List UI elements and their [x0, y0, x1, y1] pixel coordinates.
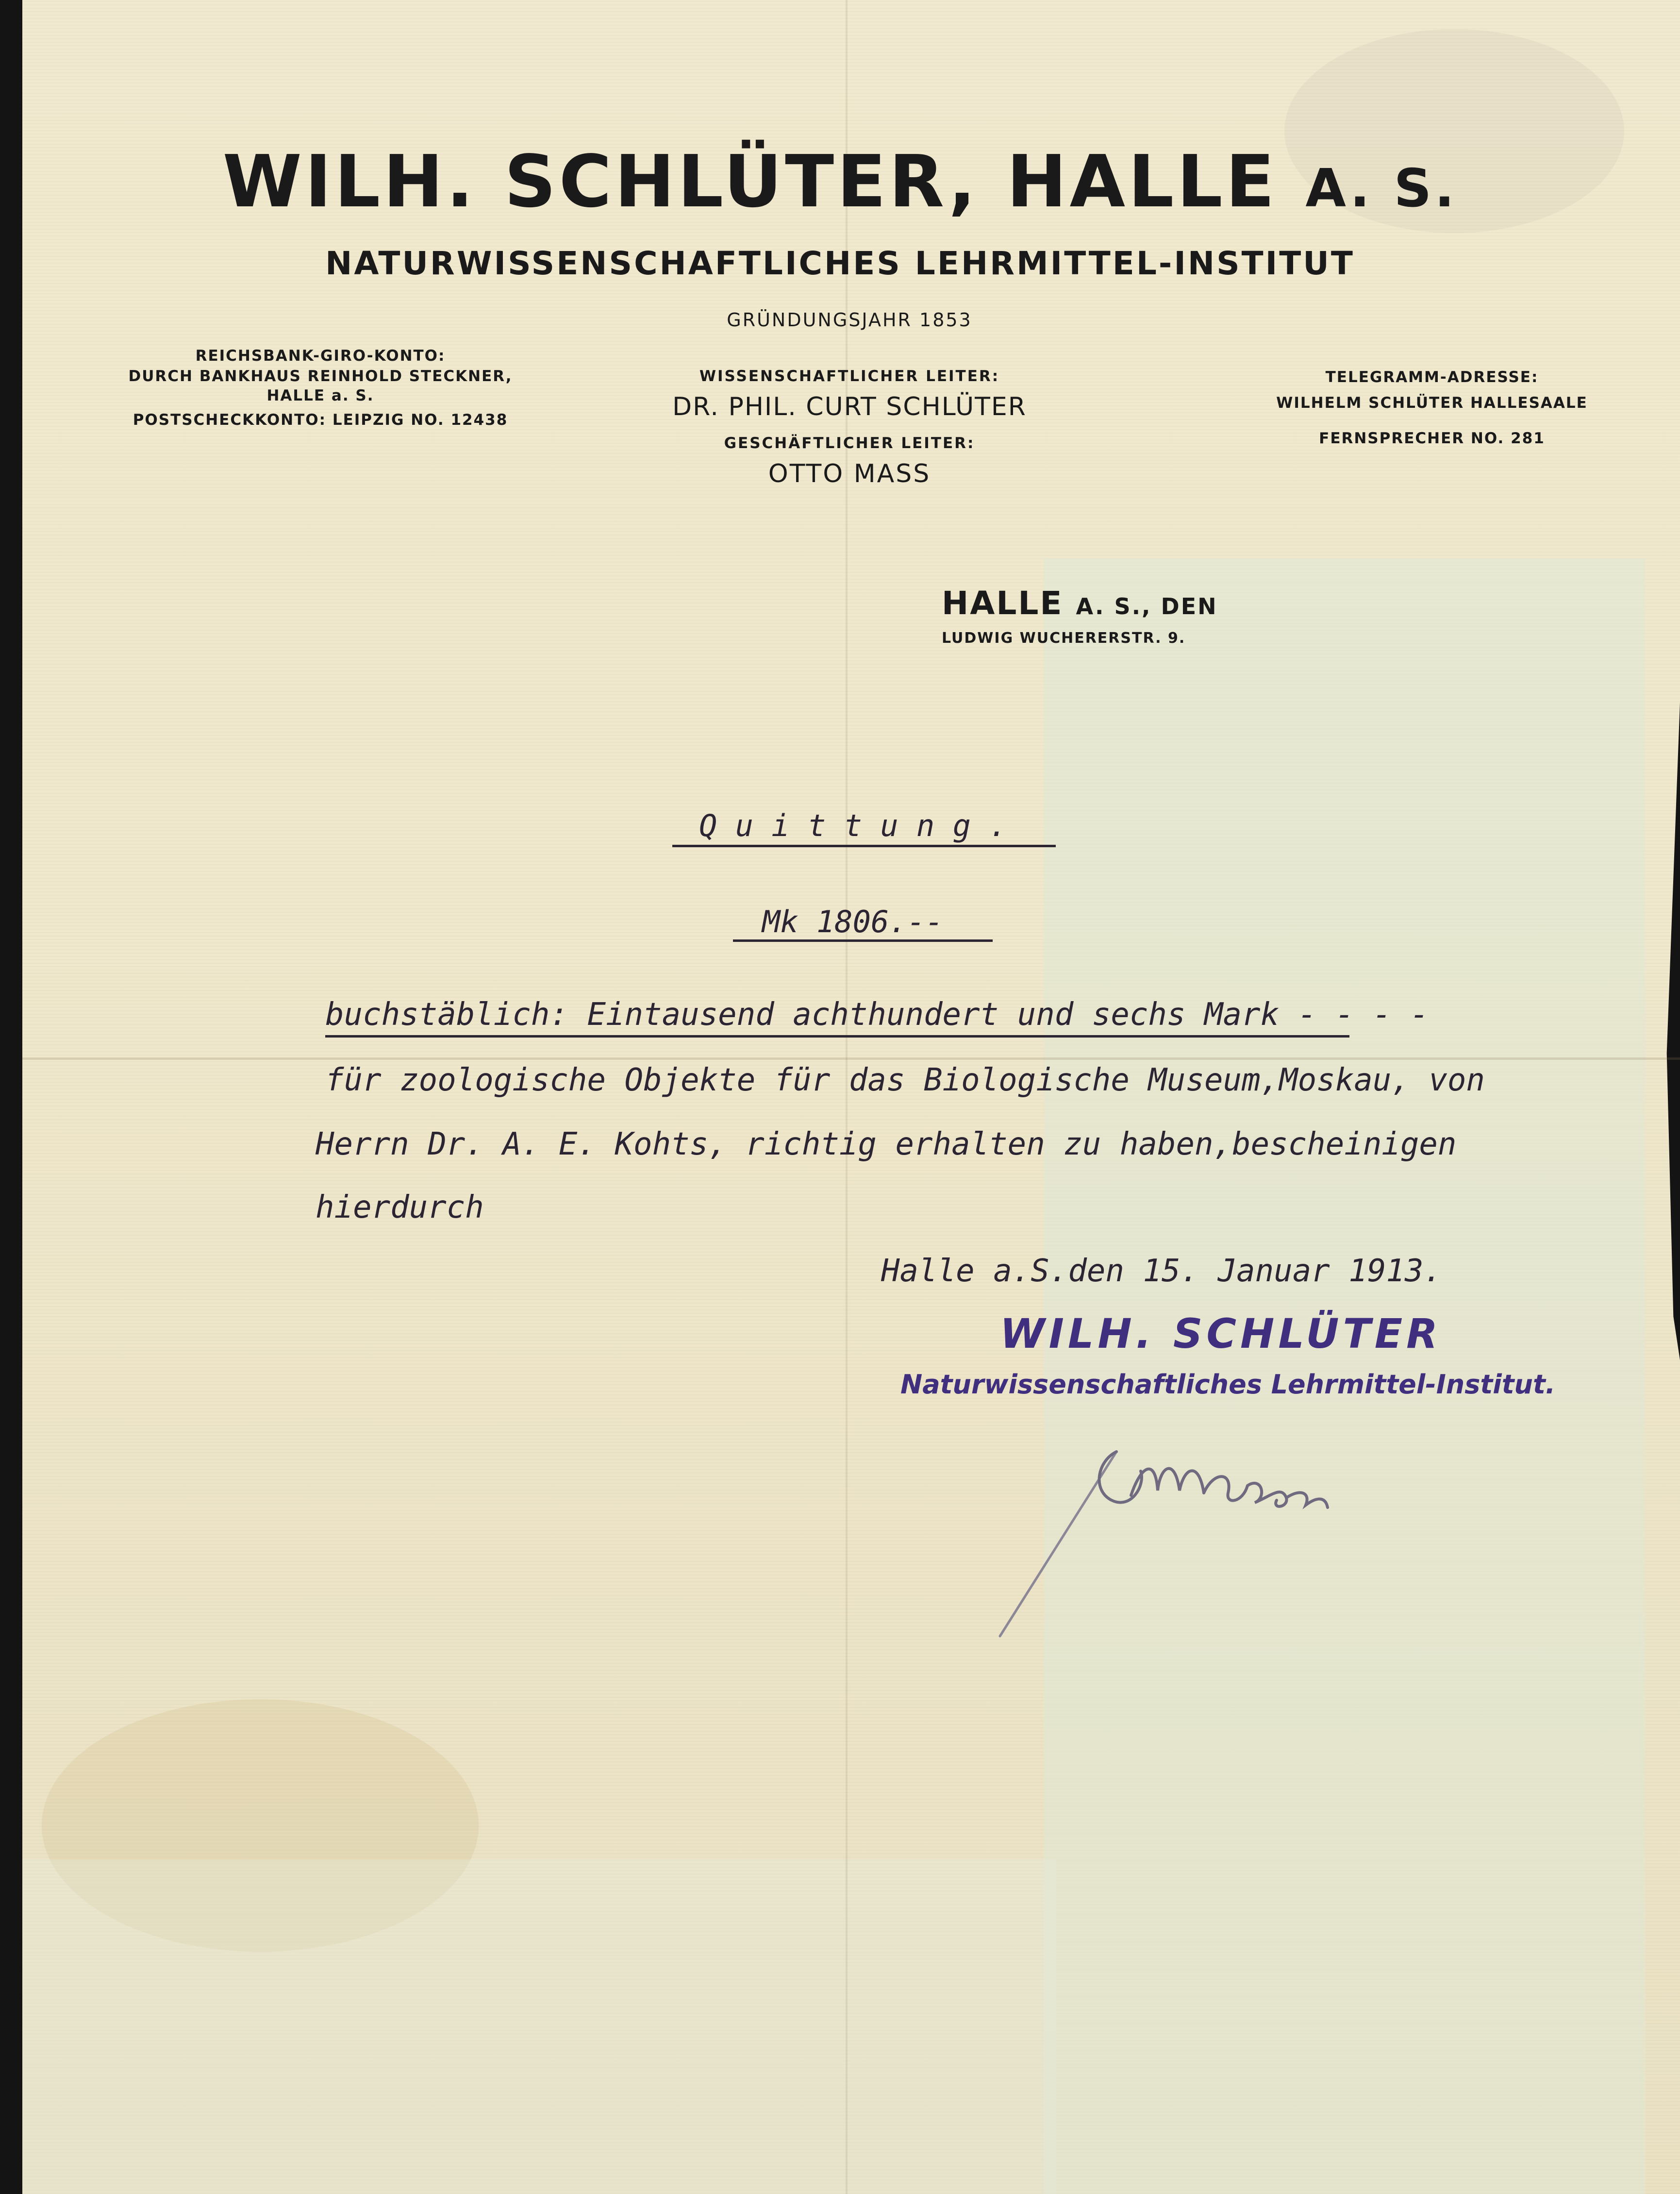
bank-line-2: DURCH BANKHAUS REINHOLD STECKNER, — [128, 368, 513, 385]
stamp-institute-name: Naturwissenschaftliches Lehrmittel-Institut. — [900, 1369, 1556, 1400]
street-address: LUDWIG WUCHERERSTR. 9. — [942, 630, 1186, 647]
letterhead-title-suffix: A. S. — [1305, 158, 1458, 219]
founded-year: GRÜNDUNGSJAHR 1853 — [727, 309, 972, 331]
place-suffix: A. S., DEN — [1076, 593, 1218, 620]
business-director-label: GESCHÄFTLICHER LEITER: — [724, 435, 975, 452]
body-line-3: Herrn Dr. A. E. Kohts, richtig erhalten zu haben,bescheinigen — [316, 1126, 1457, 1162]
receipt-date: Halle a.S.den 15. Januar 1913. — [881, 1253, 1442, 1289]
bank-line-4: POSTSCHECKKONTO: LEIPZIG NO. 12438 — [133, 411, 508, 429]
receipt-amount: Mk 1806.-- — [762, 904, 944, 939]
scientific-director-name: DR. PHIL. CURT SCHLÜTER — [672, 392, 1027, 421]
heading-underline — [672, 845, 1056, 847]
place-line — [942, 587, 1218, 620]
amount-underline — [733, 939, 993, 942]
stamp-company-name: WILH. SCHLÜTER — [1000, 1310, 1442, 1357]
business-director-name: OTTO MASS — [768, 459, 931, 488]
letterhead-title — [0, 140, 1680, 223]
letterhead-title-main: WILH. SCHLÜTER, HALLE — [222, 140, 1278, 223]
bank-line-1: REICHSBANK-GIRO-KONTO: — [195, 347, 446, 365]
letterhead-subtitle: NATURWISSENSCHAFTLICHES LEHRMITTEL-INSTITUT — [325, 245, 1355, 282]
fold-line-horizontal — [22, 1057, 1680, 1060]
handwritten-signature — [971, 1393, 1408, 1646]
body-line-4: hierdurch — [316, 1189, 484, 1225]
scientific-director-label: WISSENSCHAFTLICHER LEITER: — [699, 368, 1000, 385]
place-city: HALLE — [942, 585, 1064, 622]
telegram-address: WILHELM SCHLÜTER HALLESAALE — [1276, 394, 1588, 412]
body-line-1: buchstäblich: Eintausend achthundert und sechs Mark - - - - — [325, 997, 1429, 1033]
bank-line-3: HALLE a. S. — [266, 387, 374, 404]
body-line-2: für zoologische Objekte für das Biologische Museum,Moskau, von — [325, 1062, 1485, 1098]
body-line-1-underline — [325, 1035, 1349, 1038]
telegram-label: TELEGRAMM-ADRESSE: — [1325, 368, 1539, 386]
phone-number: FERNSPRECHER NO. 281 — [1319, 430, 1545, 447]
paper-light-area — [22, 1859, 1056, 2194]
receipt-heading: Q u i t t u n g . — [699, 808, 1007, 843]
